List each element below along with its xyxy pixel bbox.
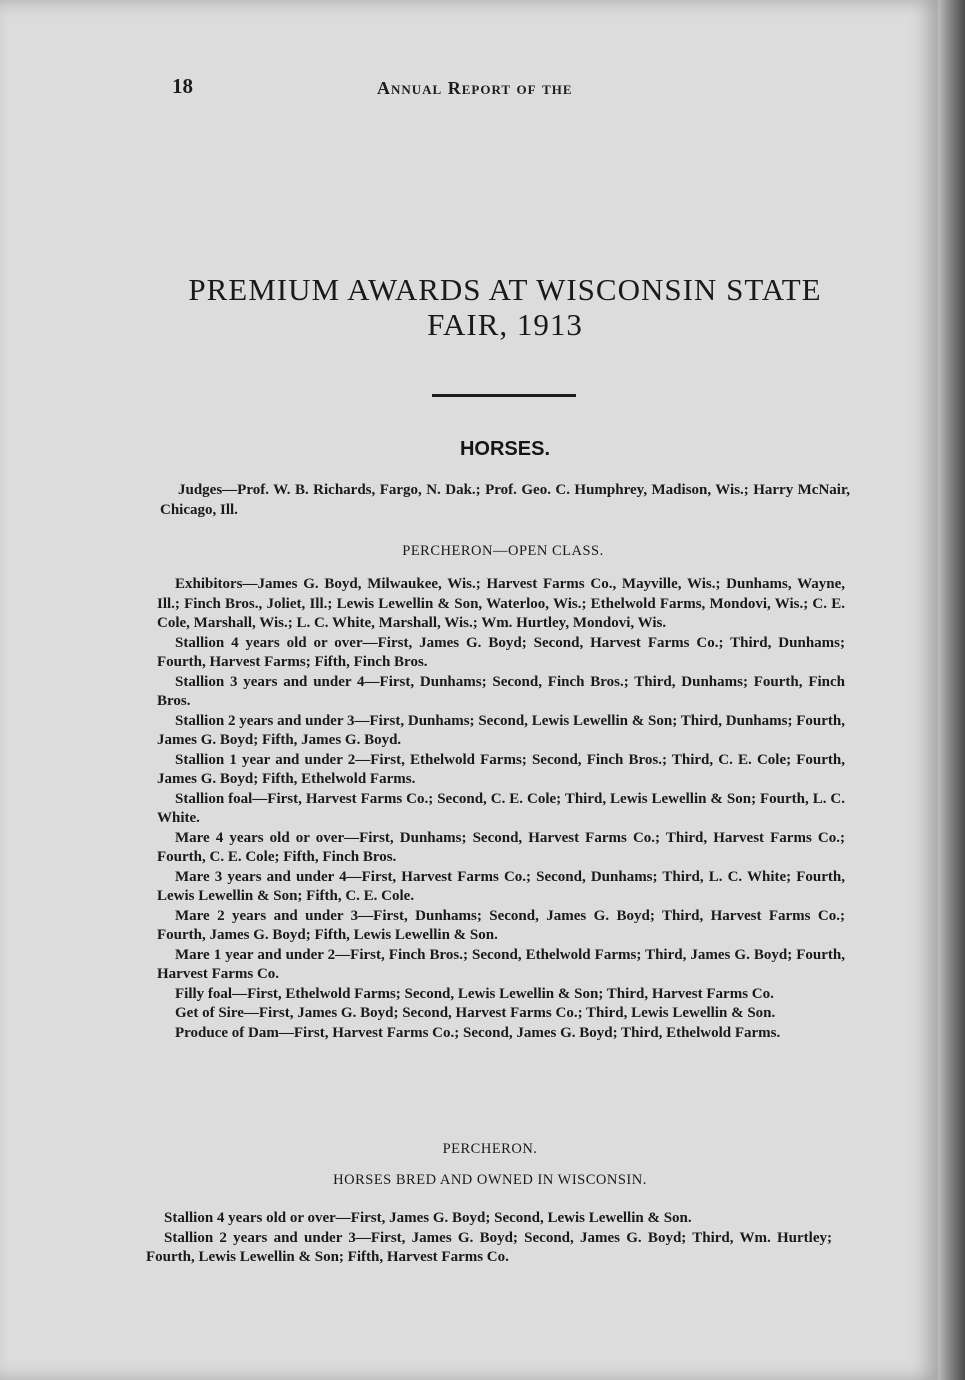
page-number: 18 bbox=[172, 74, 193, 98]
award-paragraph: Mare 1 year and under 2—First, Finch Bros.; Second, Ethelwold Farms; Third, James G. Boyd; Fourth, Harvest Farms Co. bbox=[157, 946, 845, 982]
award-paragraph: Exhibitors—James G. Boyd, Milwaukee, Wis.; Harvest Farms Co., Mayville, Wis.; Dunhams, Wayne, Ill.; Finch Bros., Joliet, Ill.; Lewis Lewellin & Son, Waterloo, Wis.; Ethelwold Farms, Mondovi, Wis.; C. E. Cole, Marshall, Wis.; L. C. White, Marshall, Wis.; Wm. Hurtley, Mondovi, Wis. bbox=[157, 576, 845, 631]
judges-paragraph bbox=[160, 481, 850, 520]
judges-text: Judges—Prof. W. B. Richards, Fargo, N. Dak.; Prof. Geo. C. Humphrey, Madison, Wis.; Harry McNair, Chicago, Ill. bbox=[160, 482, 850, 518]
title-line-1: PREMIUM AWARDS AT WISCONSIN STATE bbox=[188, 272, 822, 307]
wisconsin-class-heading: PERCHERON. bbox=[442, 1141, 538, 1157]
award-paragraph: Stallion 2 years and under 3—First, James G. Boyd; Second, James G. Boyd; Third, Wm. Hurtley; Fourth, Lewis Lewellin & Son; Fifth, Harvest Farms Co. bbox=[146, 1229, 832, 1265]
title-line-2: FAIR, 1913 bbox=[427, 307, 583, 342]
award-paragraph: Mare 4 years old or over—First, Dunhams; Second, Harvest Farms Co.; Third, Harvest Farms Co.; Fourth, C. E. Cole; Fifth, Finch Bros. bbox=[157, 829, 845, 865]
award-paragraph: Stallion 2 years and under 3—First, Dunhams; Second, Lewis Lewellin & Son; Third, Dunhams; Fourth, James G. Boyd; Fifth, James G. Boyd. bbox=[157, 712, 845, 748]
title-divider bbox=[432, 394, 576, 397]
open-class-awards bbox=[157, 575, 845, 1043]
award-paragraph: Get of Sire—First, James G. Boyd; Second, Harvest Farms Co.; Third, Lewis Lewellin & Son. bbox=[175, 1005, 776, 1021]
open-class-heading: PERCHERON—OPEN CLASS. bbox=[402, 543, 604, 559]
wisconsin-class-awards bbox=[146, 1209, 832, 1268]
award-paragraph: Stallion 4 years old or over—First, James G. Boyd; Second, Harvest Farms Co.; Third, Dunhams; Fourth, Harvest Farms; Fifth, Finch Bros. bbox=[157, 634, 845, 670]
award-paragraph: Filly foal—First, Ethelwold Farms; Second, Lewis Lewellin & Son; Third, Harvest Farms Co. bbox=[175, 985, 774, 1002]
award-paragraph: Stallion 1 year and under 2—First, Ethelwold Farms; Second, Finch Bros.; Third, C. E. Cole; Fourth, James G. Boyd; Fifth, Ethelwold Farms. bbox=[157, 751, 845, 787]
running-head: Annual Report of the bbox=[377, 78, 573, 98]
award-paragraph: Stallion 3 years and under 4—First, Dunhams; Second, Finch Bros.; Third, Dunhams; Fourth, Finch Bros. bbox=[157, 673, 845, 709]
wisconsin-class-subheading: HORSES BRED AND OWNED IN WISCONSIN. bbox=[333, 1172, 647, 1188]
award-paragraph: Stallion foal—First, Harvest Farms Co.; Second, C. E. Cole; Third, Lewis Lewellin & Son; Fourth, L. C. White. bbox=[157, 790, 845, 826]
section-heading: HORSES. bbox=[459, 438, 551, 460]
award-paragraph: Mare 2 years and under 3—First, Dunhams; Second, James G. Boyd; Third, Harvest Farms Co.; Fourth, James G. Boyd; Fifth, Lewis Lewellin & Son. bbox=[157, 907, 845, 943]
page-title bbox=[140, 272, 870, 342]
award-paragraph: Stallion 4 years old or over—First, James G. Boyd; Second, Lewis Lewellin & Son. bbox=[164, 1210, 692, 1226]
award-paragraph: Produce of Dam—First, Harvest Farms Co.; Second, James G. Boyd; Third, Ethelwold Farms. bbox=[175, 1024, 781, 1041]
award-paragraph: Mare 3 years and under 4—First, Harvest Farms Co.; Second, Dunhams; Third, L. C. White; Fourth, Lewis Lewellin & Son; Fifth, C. E. Cole. bbox=[157, 868, 845, 904]
page-edge-shadow bbox=[938, 0, 965, 1380]
page-header bbox=[172, 74, 772, 104]
